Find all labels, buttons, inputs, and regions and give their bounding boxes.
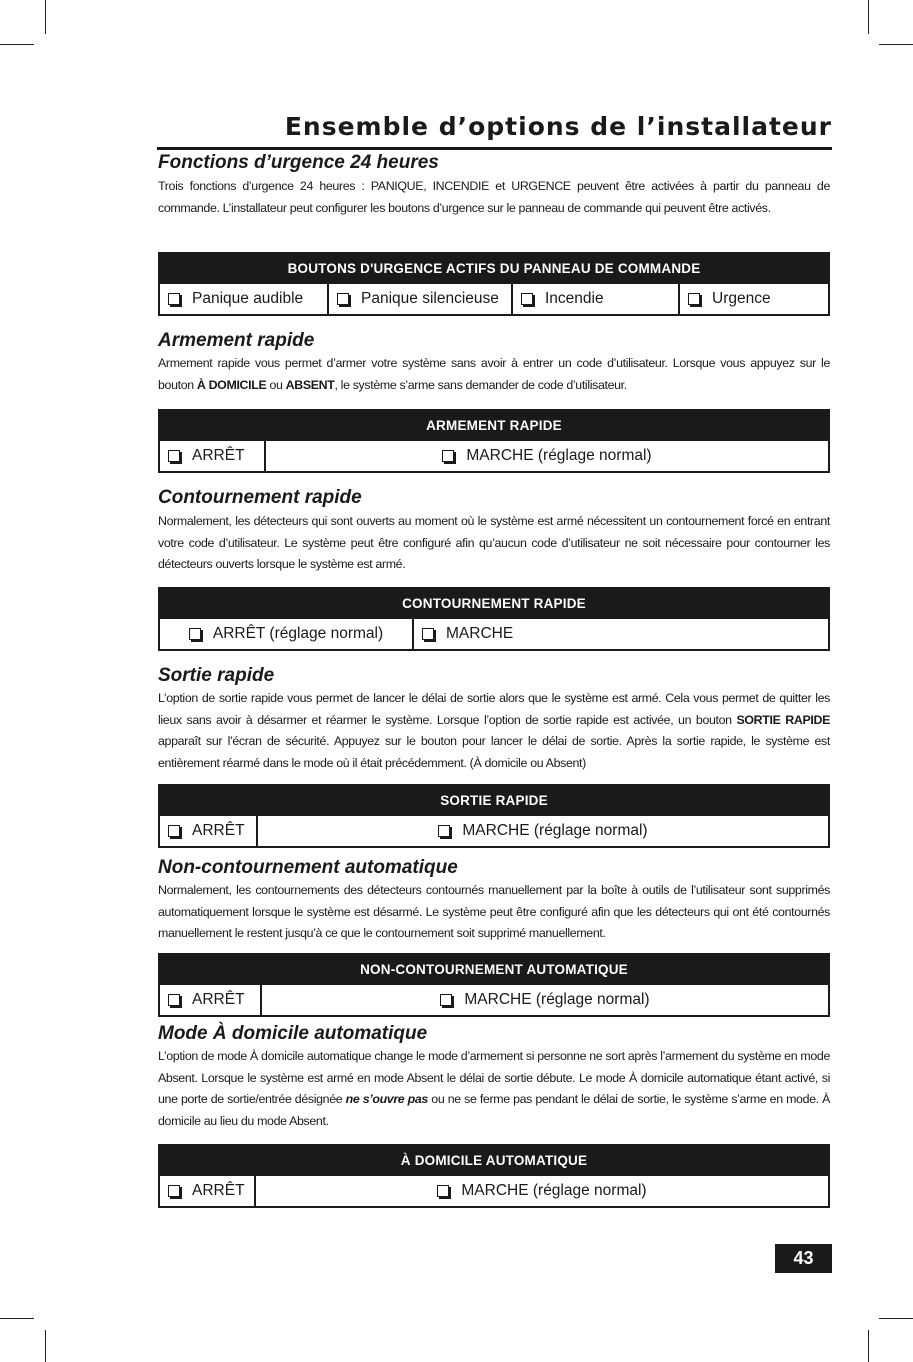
- option-on[interactable]: [264, 441, 828, 471]
- section-title-emergency: Fonctions d’urgence 24 heures: [158, 152, 439, 173]
- table-header: BOUTONS D'URGENCE ACTIFS DU PANNEAU DE COMMANDE: [160, 254, 828, 284]
- crop-mark: [0, 44, 34, 45]
- checkbox-icon: [688, 293, 700, 305]
- quick-arm-table: [158, 409, 830, 473]
- option-off[interactable]: [160, 441, 264, 471]
- table-header: À DOMICILE AUTOMATIQUE: [160, 1146, 828, 1176]
- quick-bypass-table: [158, 587, 830, 651]
- page-number: 43: [775, 1244, 832, 1273]
- option-label: MARCHE: [446, 625, 514, 642]
- checkbox-icon: [442, 450, 454, 462]
- option-panique-audible[interactable]: [160, 284, 327, 314]
- table-row: [160, 816, 828, 846]
- option-label: MARCHE (réglage normal): [462, 822, 648, 839]
- checkbox-icon: [168, 825, 180, 837]
- auto-stay-table: [158, 1144, 830, 1208]
- option-label: ARRÊT: [192, 447, 245, 464]
- checkbox-icon: [521, 293, 533, 305]
- checkbox-icon: [437, 1185, 449, 1197]
- option-urgence[interactable]: [678, 284, 828, 314]
- table-row: [160, 619, 828, 649]
- section-body-quick-arm: Armement rapide vous permet d’armer votre système sans avoir à entrer un code d’utilisateur. Lorsque vous appuyez sur le bouton À DOMICILE ou ABSENT, le système s’arme sans demander de code d’utilisateur.: [158, 356, 830, 392]
- option-label: Urgence: [712, 290, 771, 307]
- option-off[interactable]: [160, 1176, 254, 1206]
- table-row: [160, 441, 828, 471]
- crop-mark: [0, 1318, 34, 1319]
- option-panique-silencieuse[interactable]: [327, 284, 511, 314]
- checkbox-icon: [168, 450, 180, 462]
- option-label: MARCHE (réglage normal): [464, 991, 650, 1008]
- checkbox-icon: [440, 994, 452, 1006]
- option-on[interactable]: [260, 985, 828, 1015]
- option-off[interactable]: [160, 619, 412, 649]
- quick-exit-table: [158, 784, 830, 848]
- auto-unbypass-table: [158, 953, 830, 1017]
- option-incendie[interactable]: [511, 284, 678, 314]
- option-label: ARRÊT: [192, 1182, 245, 1199]
- crop-mark: [45, 0, 46, 34]
- checkbox-icon: [168, 1185, 180, 1197]
- table-header: CONTOURNEMENT RAPIDE: [160, 589, 828, 619]
- option-on[interactable]: [412, 619, 828, 649]
- option-label: MARCHE (réglage normal): [466, 447, 652, 464]
- table-header: SORTIE RAPIDE: [160, 786, 828, 816]
- table-header: NON-CONTOURNEMENT AUTOMATIQUE: [160, 955, 828, 985]
- section-body-emergency: Trois fonctions d’urgence 24 heures : PANIQUE, INCENDIE et URGENCE peuvent être activées à partir du panneau de commande. L’installateur peut configurer les boutons d’urgence sur le panneau de commande qui peuvent être activés.: [158, 179, 830, 215]
- crop-mark: [45, 1330, 46, 1362]
- checkbox-icon: [438, 825, 450, 837]
- option-off[interactable]: [160, 816, 256, 846]
- emergency-buttons-table: [158, 252, 830, 316]
- option-on[interactable]: [254, 1176, 828, 1206]
- option-label: MARCHE (réglage normal): [461, 1182, 647, 1199]
- checkbox-icon: [337, 293, 349, 305]
- option-label: ARRÊT (réglage normal): [212, 625, 384, 642]
- option-label: ARRÊT: [192, 991, 245, 1008]
- section-title-auto-unbypass: Non-contournement automatique: [158, 857, 458, 878]
- crop-mark: [879, 44, 913, 45]
- table-row: [160, 985, 828, 1015]
- checkbox-icon: [168, 994, 180, 1006]
- table-row: [160, 284, 828, 314]
- section-title-auto-stay: Mode À domicile automatique: [158, 1023, 428, 1044]
- option-on[interactable]: [256, 816, 828, 846]
- option-label: Panique audible: [192, 290, 304, 307]
- checkbox-icon: [189, 628, 201, 640]
- option-label: Incendie: [545, 290, 604, 307]
- page-title: Ensemble d’options de l’installateur: [284, 112, 832, 141]
- section-title-quick-exit: Sortie rapide: [158, 665, 275, 686]
- section-body-quick-exit: L’option de sortie rapide vous permet de lancer le délai de sortie alors que le système est armé. Cela vous permet de quitter les lieux sans avoir à désarmer et réarmer le système. Lorsque l’option de sortie rapide est activée, un bouton SORTIE RAPIDE apparaît sur l’écran de sécurité. Appuyez sur le bouton pour lancer le délai de sortie. Après la sortie rapide, le système est entièrement réarmé dans le mode où il était précédemment. (À domicile ou Absent): [158, 691, 830, 770]
- checkbox-icon: [422, 628, 434, 640]
- checkbox-icon: [168, 293, 180, 305]
- crop-mark: [879, 1318, 913, 1319]
- title-rule: [157, 147, 832, 150]
- crop-mark: [868, 1330, 869, 1362]
- section-title-quick-bypass: Contournement rapide: [158, 487, 362, 508]
- crop-mark: [868, 0, 869, 34]
- table-header: ARMEMENT RAPIDE: [160, 411, 828, 441]
- option-off[interactable]: [160, 985, 260, 1015]
- section-body-auto-stay: L’option de mode À domicile automatique change le mode d’armement si personne ne sort après l’armement du système en mode Absent. Lorsque le système est armé en mode Absent le délai de sortie débute. Le mode À domicile automatique étant activé, si une porte de sortie/entrée désignée ne s’ouvre pas ou ne se ferme pas pendant le délai de sortie, le système s’arme en mode. À domicile au lieu du mode Absent.: [158, 1049, 831, 1128]
- section-body-auto-unbypass: Normalement, les contournements des détecteurs contournés manuellement par la boîte à outils de l’utilisateur sont supprimés automatiquement lorsque le système est désarmé. Le système peut être configuré afin que les détecteurs qui ont été contournés manuellement le restent jusqu’à ce que le contournement soit supprimé manuellement.: [158, 883, 830, 940]
- option-label: ARRÊT: [192, 822, 245, 839]
- section-title-quick-arm: Armement rapide: [158, 330, 315, 351]
- section-body-quick-bypass: Normalement, les détecteurs qui sont ouverts au moment où le système est armé nécessitent un contournement forcé en entrant votre code d’utilisateur. Le système peut être configuré afin qu’aucun code d’utilisateur ne soit nécessaire pour contourner les détecteurs ouverts lorsque le système est armé.: [158, 514, 830, 571]
- table-row: [160, 1176, 828, 1206]
- option-label: Panique silencieuse: [361, 290, 499, 307]
